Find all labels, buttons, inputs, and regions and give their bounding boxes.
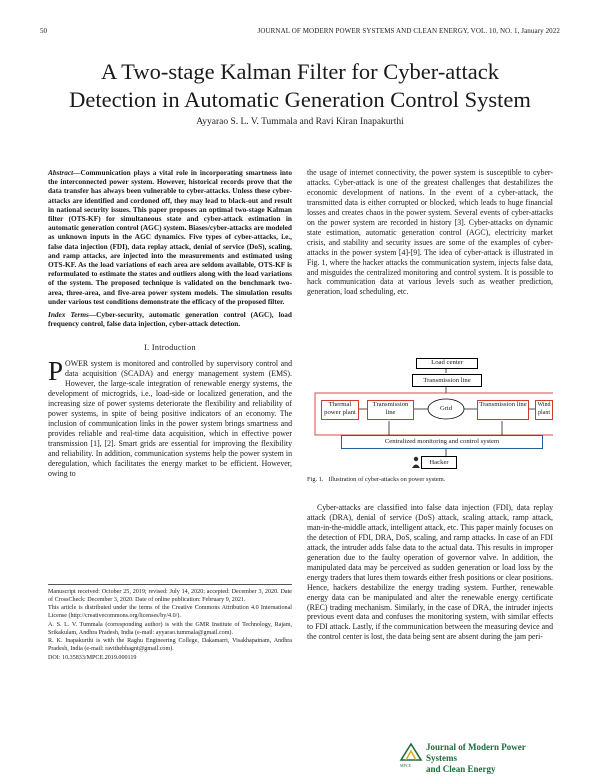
index-terms-label: Index Terms [48,310,89,320]
wind-plant-box [535,400,553,420]
transmission-line-left-label: Transmission line [372,401,409,416]
abstract-label: Abstract [48,168,74,177]
index-terms-dash: — [88,310,97,320]
hacker-box [421,456,457,469]
transmission-line-top-box [412,374,482,387]
intro-text: system is monitored and controlled by supervisory control and data acquisition (SCADA) and energy management system (EMS). However, the large-scale integration of renewable energy systems, the development of microgrids, i.e., load-side or localized generation, and the increasing size of power systems deteriorate the flexibility and reliability of power systems, in spite of being positive indicators of an economy. The inclusion of communication links in the power system brings smartness and provides reliable and real-time data acquisition, which in effective power transmission [1], [2]. Smart grids are essential for improving the flexibility and reliability. In addition, communication systems help the power system in deregulation, which facilitates the energy market to be efficient. However, owing to [48,359,292,478]
transmission-line-right-box [477,400,529,420]
right-paragraph-1: the usage of internet connectivity, the power system is susceptible to cyber-attacks. Cyber-attack is one of the greatest challenges that destabilizes the economic development of nations. In the event of a cyber-attack, the transmitted data is either corrupted or blocked, which leads to huge financial losses and creates chaos in the power system. Several events of cyber-attacks on the power system are recorded in history [3]. Cyber-attacks on dynamic state estimation, automatic generation control (AGC), electricity market crisis, and stability and security issues are some of the examples of cyber-attacks in the power system [4]-[9]. The idea of cyber-attack is illustrated in Fig. 1, where the hacker attacks the communication system, injects false data, and misguides the centralized monitoring and control system. It is possible to hack communication data at various levels such as weather prediction, generation, load scheduling, etc. [307,168,553,297]
abstract-text: Communication plays a vital role in incorporating smartness into the interconnected power system. However, historical records prove that the data transfer has always been vulnerable to cyber-attacks. Unless these cyber-attacks are identified and cordoned off, they may lead to black-out and result in national security issues. This paper proposes an optimal two-stage Kalman filter (OTS-KF) for simultaneous state and cyber-attack estimation in automatic generation control (AGC) system. Biases/cyber-attacks are modeled as unknown inputs in the AGC dynamics. Five types of cyber-attacks, i.e., false data injection (FDI), data replay attack, denial of service (DoS), scaling, and ramp attacks, are injected into the measurements and estimated using OTS-KF. As the load variations of each area are seldom available, OTS-KF is reformulated to estimate the states and outliers along with the load variations of the system. The proposed technique is validated on the benchmark two-area, three-area, and five-area power system models. The simulation results under various test conditions demonstrate the efficacy of the proposed filter. [48,168,292,306]
thermal-plant-box [321,400,359,420]
load-center-box [416,358,478,369]
page-number: 50 [40,27,47,35]
transmission-line-right-label: Transmission line [479,401,527,408]
drop-cap: P [48,356,64,387]
centralized-monitoring-label: Centralized monitoring and control system [384,438,500,445]
intro-paragraph [48,356,292,478]
index-terms-text: Cyber-security, automatic generation control (AGC), load frequency control, false data injection, cyber-attack detection. [48,310,292,329]
footnotes [48,584,292,663]
figure-caption [307,476,553,483]
transmission-line-left-box [367,400,414,420]
journal-logo-line-2: and Clean Energy [426,764,496,774]
footnote-author-2: R. K. Inapakurthi is with the Raghu Engineering College, Dakamarri, Visakhapatnam, Andhra Pradesh, India (e-mail: ravithebhagnt@gmail.com). [48,638,292,652]
title-line-1: A Two-stage Kalman Filter for Cyber-attack [100,59,500,84]
index-terms [48,310,292,328]
footnote-license: This article is distributed under the terms of the Creative Commons Attribution 4.0 International License (http://creativecommons.org/licenses/by/4.0/). [48,605,292,620]
abstract [48,168,292,306]
paper-title [40,58,560,114]
journal-logo-text [426,742,558,775]
hacker-label: Hacker [429,459,449,466]
journal-logo [398,741,558,774]
footnote-author-1: A. S. L. V. Tummala (corresponding author) is with the GMR Institute of Technology, Rajam, Srikakulam, Andhra Pradesh, India (e-mail: ayyarao.tummala@gmail.com). [48,621,292,636]
load-center-label: Load center [431,359,463,366]
transmission-line-top-label: Transmission line [423,377,471,384]
journal-logo-icon [398,741,424,763]
figure-1 [307,349,553,474]
abstract-dash: — [73,168,81,177]
right-paragraph-2: Cyber-attacks are classified into false data injection (FDI), data replay attack (DRA), denial of service (DoS) attack, scaling attack, ramp attack, man-in-the-middle attack, intelligent attack, etc. This paper mainly focuses on the detection of FDI, DRA, DoS, scaling, and ramp attacks. In case of an FDI attack, the intruder adds false data to the actual data. This results in improper generation due to the faulty operation of governor valve. In addition, the manipulated data may be perceived as sudden generation or load loss by the energy traders that lures them towards either fresh positions or clear positions. Hence, hackers destabilize the energy trading system. Further, renewable energy data can be manipulated and alter the renewable energy certificate (REC) trading mechanism. Similarly, in the case of DRA, the intruder injects previous event data and confuses the monitoring system, with similar effects to FDI attack. Lastly, if the communication between the measuring device and the control center is lost, the data being sent are absent during the jam peri- [307,503,553,642]
intro-lead-word: OWER [65,359,89,369]
journal-logo-line-1: Journal of Modern Power Systems [426,742,526,763]
title-line-2: Detection in Automatic Generation Control System [69,87,531,112]
centralized-monitoring-box [341,435,543,449]
footnote-received: Manuscript received: October 25, 2019; revised: July 14, 2020; accepted: December 3, 2020. Date of CrossCheck: December 3, 2020. Date of online publication: February 9, 2021. [48,589,292,603]
left-column [48,168,292,479]
right-column-upper [307,168,553,297]
authors: Ayyarao S. L. V. Tummala and Ravi Kiran Inapakurthi [196,117,404,127]
grid-label: Grid [439,405,453,412]
figure-caption-text: Illustration of cyber-attacks on power system. [328,476,446,483]
journal-logo-sub: MPCE [400,763,411,768]
section-heading-introduction: I. Introduction [144,343,196,353]
running-header: JOURNAL OF MODERN POWER SYSTEMS AND CLEAN ENERGY, VOL. 10, NO. 1, January 2022 [257,27,560,35]
wind-plant-label: Wind plant [537,402,551,416]
right-column-lower [307,503,553,642]
thermal-plant-label: Thermal power plant [324,401,356,416]
footnote-doi: DOI: 10.35833/MPCE.2019.000119 [48,654,137,661]
figure-caption-label: Fig. 1. [307,476,324,483]
